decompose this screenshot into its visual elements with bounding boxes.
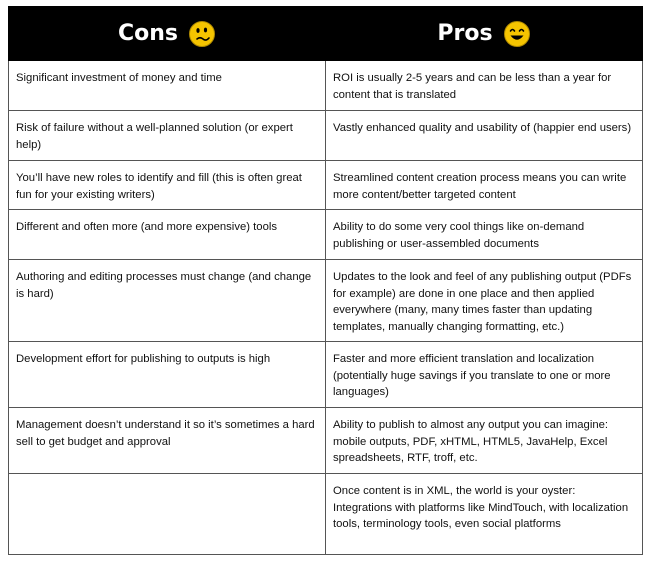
cons-cell: You’ll have new roles to identify and fill (this is often great fun for your existing writers) xyxy=(9,161,326,210)
cons-cell: Risk of failure without a well-planned solution (or expert help) xyxy=(9,111,326,161)
pros-cell: Streamlined content creation process means you can write more content/better targeted content xyxy=(326,161,643,210)
pros-header xyxy=(326,7,643,61)
pros-cell: Once content is in XML, the world is your oyster: Integrations with platforms like MindTouch, with localization tools, terminology tools, even social platforms xyxy=(326,474,643,555)
cons-header-label: Cons xyxy=(117,21,179,46)
pros-header-label: Pros xyxy=(437,21,493,46)
pros-cell: Ability to publish to almost any output you can imagine: mobile outputs, PDF, xHTML, HTML5, JavaHelp, Excel spreadsheets, RTF, troff, etc. xyxy=(326,408,643,474)
cons-cell: Development effort for publishing to outputs is high xyxy=(9,342,326,408)
table-row xyxy=(9,342,643,408)
table-row xyxy=(9,111,643,161)
pros-cell: Faster and more efficient translation and localization (potentially huge savings if you translate to one or more languages) xyxy=(326,342,643,408)
cons-cell: Authoring and editing processes must change (and change is hard) xyxy=(9,260,326,342)
header-row xyxy=(9,7,643,61)
table-row xyxy=(9,260,643,342)
cons-cell xyxy=(9,474,326,555)
table-row xyxy=(9,210,643,260)
cons-header xyxy=(9,7,326,61)
pros-cell: Updates to the look and feel of any publishing output (PDFs for example) are done in one place and then applied everywhere (many, many times faster than updating templates, manually changing formatting, etc.) xyxy=(326,260,643,342)
pros-cell: ROI is usually 2-5 years and can be less than a year for content that is translated xyxy=(326,61,643,111)
table-row xyxy=(9,61,643,111)
cons-cell: Management doesn’t understand it so it’s sometimes a hard sell to get budget and approval xyxy=(9,408,326,474)
table-row xyxy=(9,161,643,210)
happy-smiley-icon xyxy=(503,20,531,48)
cons-cell: Significant investment of money and time xyxy=(9,61,326,111)
pros-cell: Ability to do some very cool things like on-demand publishing or user-assembled documents xyxy=(326,210,643,260)
pros-cell: Vastly enhanced quality and usability of (happier end users) xyxy=(326,111,643,161)
pros-cons-table xyxy=(8,6,643,555)
pros-cons-table-container xyxy=(8,6,642,555)
confused-smiley-icon xyxy=(188,20,216,48)
table-row xyxy=(9,474,643,555)
cons-cell: Different and often more (and more expensive) tools xyxy=(9,210,326,260)
table-row xyxy=(9,408,643,474)
